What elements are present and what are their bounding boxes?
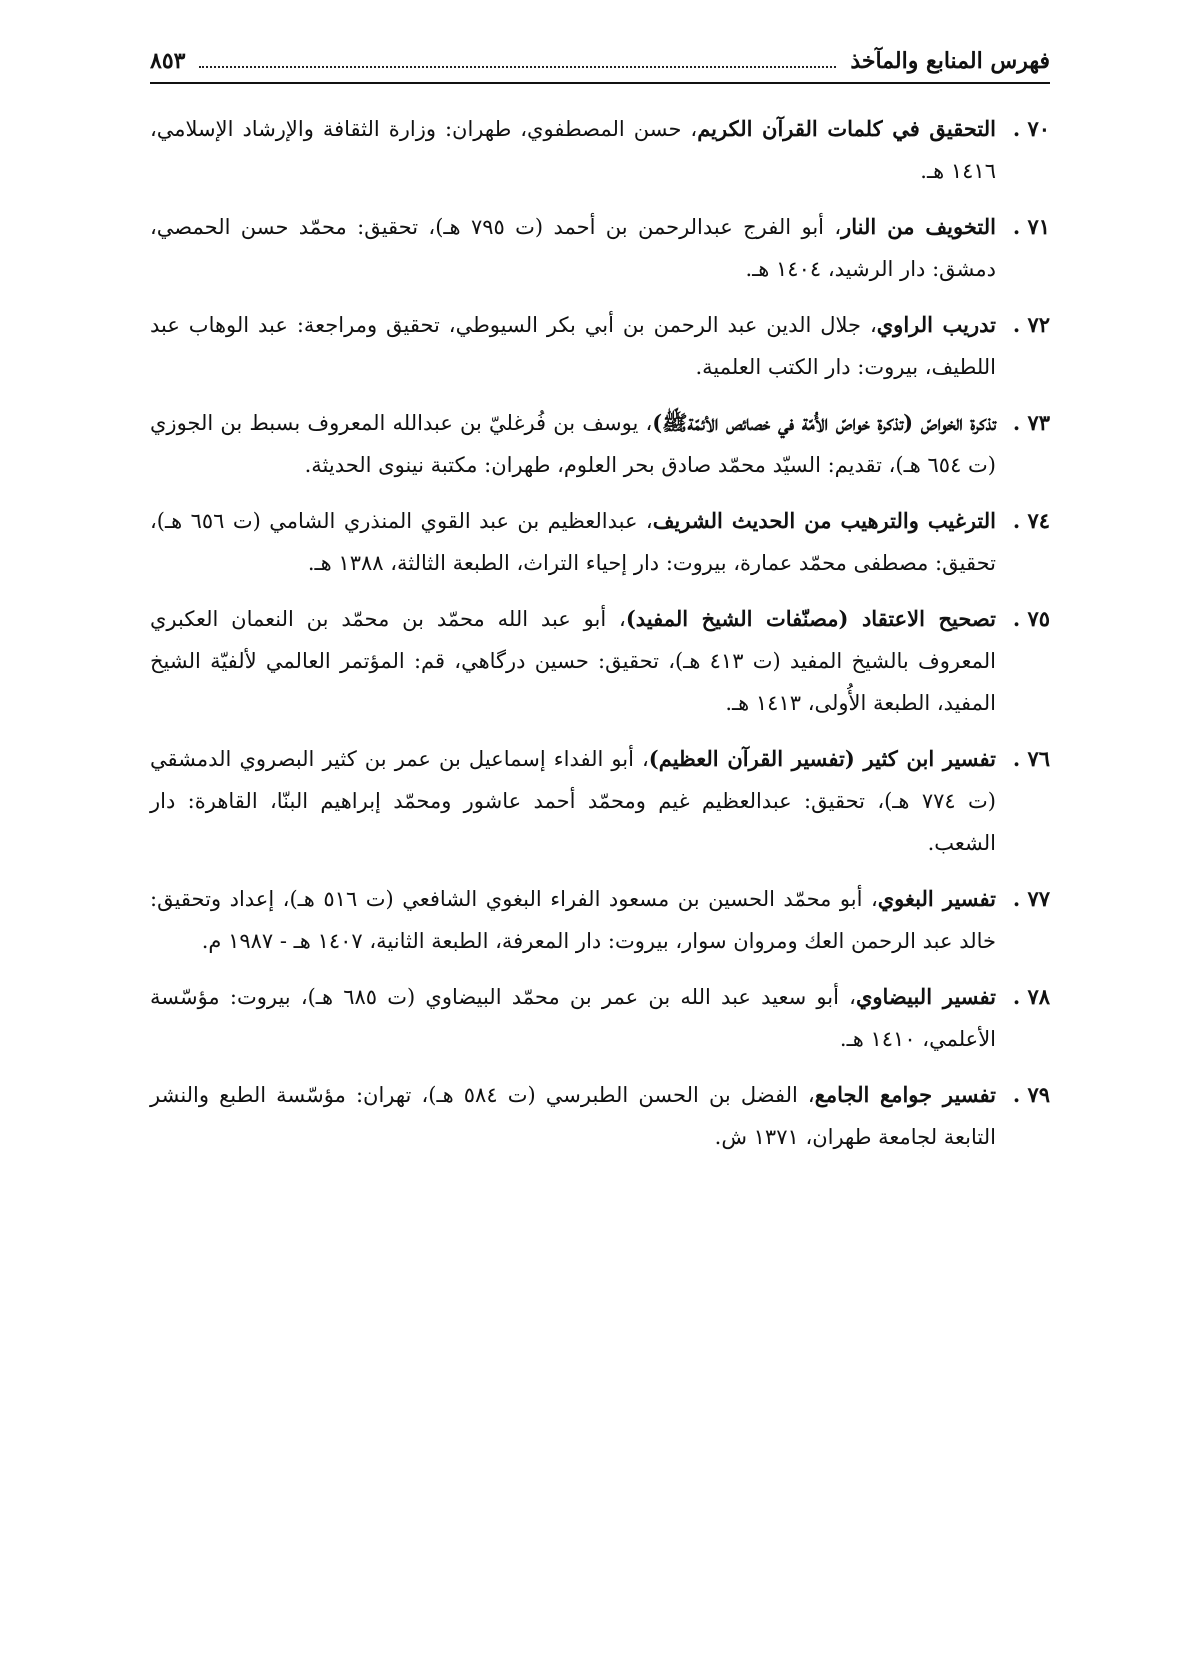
entry-title: تفسير جوامع الجامع xyxy=(814,1082,996,1107)
entry-number: ٧٦ . xyxy=(1012,746,1050,771)
entry-title: تدريب الراوي xyxy=(876,312,996,337)
bibliography-entry xyxy=(150,500,1050,584)
entry-details: ، يوسف بن فُرغليّ بن عبدالله المعروف بسبط بن الجوزي (ت ٦٥٤ هـ)، تقديم: السيّد محمّد صادق بحر العلوم، طهران: مكتبة نينوى الحديثة. xyxy=(150,411,996,477)
entry-body xyxy=(150,976,996,1060)
entry-number: ٧٣ . xyxy=(1012,410,1050,435)
entry-details: ، جلال الدين عبد الرحمن بن أبي بكر السيوطي، تحقيق ومراجعة: عبد الوهاب عبد اللطيف، بيروت: دار الكتب العلمية. xyxy=(150,313,996,379)
bibliography-entry xyxy=(150,108,1050,192)
entry-body xyxy=(150,108,996,192)
entry-body xyxy=(150,402,996,486)
entry-details: ، أبو عبد الله محمّد بن محمّد بن النعمان العكبري المعروف بالشيخ المفيد (ت ٤١٣ هـ)، تحقيق: حسين درگاهي، قم: المؤتمر العالمي لألفيّة الشيخ المفيد، الطبعة الأُولى، ١٤١٣ هـ. xyxy=(150,607,996,715)
bibliography-entry xyxy=(150,878,1050,962)
entry-title: تفسير البغوي xyxy=(877,886,996,911)
bibliography-entry xyxy=(150,402,1050,486)
entry-details: ، أبو محمّد الحسين بن مسعود الفراء البغوي الشافعي (ت ٥١٦ هـ)، إعداد وتحقيق: خالد عبد الرحمن العك ومروان سوار، بيروت: دار المعرفة، الطبعة الثانية، ١٤٠٧ هـ - ١٩٨٧ م. xyxy=(150,887,996,953)
page-number: ٨٥٣ xyxy=(150,48,186,74)
bibliography-entry xyxy=(150,304,1050,388)
entry-number: ٧١ . xyxy=(1012,214,1050,239)
entry-title: تفسير ابن كثير (تفسير القرآن العظيم) xyxy=(648,746,996,771)
entry-title: تصحيح الاعتقاد (مصنّفات الشيخ المفيد) xyxy=(625,606,996,631)
entry-body xyxy=(150,878,996,962)
entry-details: ، عبدالعظيم بن عبد القوي المنذري الشامي (ت ٦٥٦ هـ)، تحقيق: مصطفى محمّد عمارة، بيروت: دار إحياء التراث، الطبعة الثالثة، ١٣٨٨ هـ. xyxy=(150,509,996,575)
running-header xyxy=(150,40,1050,84)
entry-body xyxy=(150,304,996,388)
bibliography-entry xyxy=(150,738,1050,864)
entry-body xyxy=(150,598,996,724)
entry-title: تفسير البيضاوي xyxy=(855,984,996,1009)
entry-details: ، حسن المصطفوي، طهران: وزارة الثقافة والإرشاد الإسلامي، ١٤١٦ هـ. xyxy=(150,117,996,183)
entry-number: ٧٢ . xyxy=(1012,312,1050,337)
entry-details: ، أبو سعيد عبد الله بن عمر بن محمّد البيضاوي (ت ٦٨٥ هـ)، بيروت: مؤسّسة الأعلمي، ١٤١٠ هـ. xyxy=(150,985,996,1051)
entry-title: تذكرة الخواصّ (تذكرة خواصّ الأُمّة في خصائص الأئمّة‌ﷺ) xyxy=(652,410,997,435)
entry-number: ٧٧ . xyxy=(1012,886,1050,911)
entry-title: التحقيق في كلمات القرآن الكريم xyxy=(697,116,996,141)
entry-title: التخويف من النار xyxy=(841,214,996,239)
entry-body xyxy=(150,1074,996,1158)
bibliography-entry xyxy=(150,206,1050,290)
bibliography-entry xyxy=(150,1074,1050,1158)
entry-number: ٧٥ . xyxy=(1012,606,1050,631)
entry-number: ٧٤ . xyxy=(1012,508,1050,533)
header-dotted-leader xyxy=(199,66,836,68)
entry-body xyxy=(150,500,996,584)
entry-title: الترغيب والترهيب من الحديث الشريف xyxy=(652,508,996,533)
bibliography-list xyxy=(150,108,1050,1158)
entry-number: ٧٠ . xyxy=(1012,116,1050,141)
bibliography-entry xyxy=(150,598,1050,724)
entry-details: ، أبو الفرج عبدالرحمن بن أحمد (ت ٧٩٥ هـ)، تحقيق: محمّد حسن الحمصي، دمشق: دار الرشيد، ١٤٠٤ هـ. xyxy=(150,215,996,281)
entry-body xyxy=(150,206,996,290)
entry-number: ٧٩ . xyxy=(1012,1082,1050,1107)
entry-number: ٧٨ . xyxy=(1012,984,1050,1009)
entry-details: ، الفضل بن الحسن الطبرسي (ت ٥٨٤ هـ)، تهران: مؤسّسة الطبع والنشر التابعة لجامعة طهران، ١٣٧١ ش. xyxy=(150,1083,996,1149)
entry-body xyxy=(150,738,996,864)
bibliography-entry xyxy=(150,976,1050,1060)
entry-details: ، أبو الفداء إسماعيل بن عمر بن كثير البصروي الدمشقي (ت ٧٧٤ هـ)، تحقيق: عبدالعظيم غيم ومحمّد أحمد عاشور ومحمّد إبراهيم البنّا، القاهرة: دار الشعب. xyxy=(150,747,996,855)
document-page xyxy=(150,40,1050,1640)
header-title: فهرس المنابع والمآخذ xyxy=(850,48,1050,74)
